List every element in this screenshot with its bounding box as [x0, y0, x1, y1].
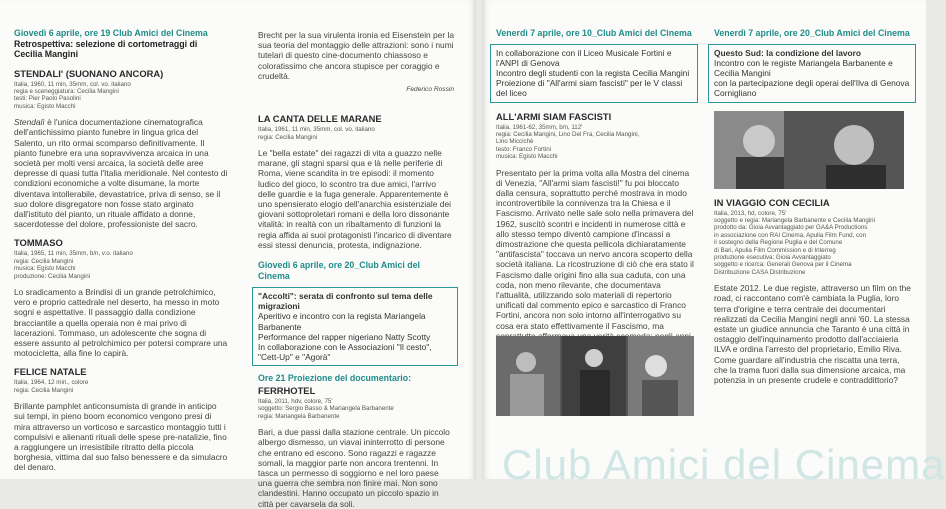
event-title-migrazioni: "Accolti": serata di confronto sul tema delle migrazioni	[258, 291, 433, 312]
event-line: In collaborazione con le Associazioni "Il cesto", "Cett-Up" e "Agorà"	[258, 342, 432, 363]
film-text-in-viaggio: Estate 2012. Le due registe, attraverso un film on the road, ci raccontano com'è cambiata la Puglia, loro terra d'origine e terra centrale dei documentari realizzati da Cecilia Mangini negli anni '60. La stessa estate un giudice annuncia che Taranto è una città in ostaggio dell'inquinamento prodotto dall'acciaieria ILVA e ordina l'arresto del proprietario, Emilio Riva. Come guardare all'industria che riscatta una terra, che la trama fuori dalla sua dimensione arcaica, ma potenzia in un presente crudele e contraddittorio?	[714, 283, 911, 385]
event-line: In collaborazione con il Liceo Musicale Fortini e l'ANPI di Genova	[496, 47, 672, 68]
text: è l'unica documentazione cinematografica dell'antichissimo pianto funebre in lingua grica del Salento, un rito ormai scomparso definitivamente. Il pianto funebre era una sopravvivenza arcaica in una società per molti versi arcaica, la società delle aree depresse di quasi tutta l'Italia meridionale. Nel contesto di condizioni economiche a volte disumane, la morte diventava intollerabile, devastatrice, priva di senso, se il suo dolore disgregatore non fosse stato arginato dall'istituto del pianto, un rituale affidato a donne, sacerdotesse del dolore, professioniste del sacro.	[14, 117, 228, 230]
event-line: con la partecipazione degli operai dell'Ilva di Genova Cornigliano	[714, 78, 910, 99]
film-title-canta-marane: LA CANTA DELLE MARANE	[258, 113, 382, 125]
photo-in-viaggio	[714, 111, 904, 189]
event-header-2: Giovedì 6 aprile, ore 20_Club Amici del Cinema	[258, 260, 420, 281]
right-column-1	[496, 28, 694, 351]
film-title-in-viaggio: IN VIAGGIO CON CECILIA	[714, 196, 830, 208]
film-title-felice-natale: FELICE NATALE	[14, 366, 87, 378]
event-header-5: Venerdì 7 aprile, ore 20_Club Amici del Cinema	[714, 28, 910, 38]
event-header-1: Giovedì 6 aprile, ore 19 Club Amici del Cinema	[14, 28, 208, 38]
photo-strip-allarmi	[496, 336, 694, 416]
event-header-4: Venerdì 7 aprile, ore 10_Club Amici del Cinema	[496, 28, 692, 38]
event-box-questo-sud	[708, 44, 916, 103]
photo-in-viaggio-image	[714, 111, 904, 189]
event-line: Incontro con le registe Mariangela Barbanente e Cecilia Mangini	[714, 57, 893, 78]
film-credits-felice-natale: Italia, 1964, 12 min., colore regia: Cecilia Mangini	[14, 379, 89, 394]
event-header-3: Ore 21 Proiezione del documentario:	[258, 373, 412, 384]
film-text-stendali	[14, 117, 228, 229]
film-credits-tommaso: Italia, 1965, 11 min, 35mm, b/n, v.o. italiano regia: Cecilia Mangini musica: Egisto Macchi produzione: Cecilia Mangini	[14, 250, 133, 280]
right-page	[482, 0, 946, 488]
film-credits-ferrhotel: Italia, 2011, hdv, colore, 75' soggetto: Sergio Basso & Mariangela Barbanente regia: Mariangela Barbanente	[258, 397, 394, 420]
event-line: Proiezione di "All'armi siam fascisti" per le V classi del liceo	[496, 78, 683, 99]
event-box-liceo	[490, 44, 698, 103]
event-line: Performance del rapper nigeriano Natty Scotty	[258, 331, 431, 342]
film-text-ferrhotel: Bari, a due passi dalla stazione centrale. Un piccolo albergo dismesso, un viavai ininterrotto di persone che entrano ed escono. Sono ragazzi e ragazze somali, la maggior parte non ancora trentenni. In tasca un permesso di soggiorno e nel loro paese una guerra che sembra non finire mai. Non sono clandestini. Hanno occupato un piccolo spazio in città per cavarsela da soli.	[258, 427, 450, 509]
film-credits-canta-marane: Italia, 1961, 11 min, 35mm, col. vo. italiano regia: Cecilia Mangini	[258, 126, 375, 141]
event-line: Incontro degli studenti con la regista Cecilia Mangini	[496, 67, 690, 78]
film-text-felice-natale: Brillante pamphlet anticonsumista di grande in anticipo sui tempi, in pieno boom economico vengono presi di mira attraverso un vorticoso e sarcastico montaggio tutti i compulsivi e alienanti rituali delle spese pre-natalizie, fino a raggiungere un irresistibile ritratto della piccola borghesia, vittima dal suo falso benessere e da simulacro del denaro.	[14, 401, 228, 473]
film-text-allarmi: Presentato per la prima volta alla Mostra del cinema di Venezia, "All'armi siam fascisti!" fu poi bloccato dalla censura, soprattutto perché mostrava in modo incontrovertibile la connivenza tra la Chiesa e il Fascismo. Arrivato nelle sale solo nella primavera del 1962, suscitò scontri e incidenti in numerose città e allo stesso tempo diventò campione d'incassi a dimostrazione che questa pellicola dichiaratamente "antifascista" toccava un nervo ancora scoperto della società italiana. La ricostruzione di ciò che era stato il Fascismo dalle origini fino alla sua caduta, con una coda, non meno rilevante, che documentava l'attualità, utilizzando solo materiali di repertorio unificati dal commento epico e sarcastico di Franco Fortini, ancora non solo intorno all'interrogativo su cosa era stato effettivamente il Fascismo, ma	[496, 167, 694, 331]
photo-strip-image	[496, 336, 694, 416]
right-column-2	[714, 28, 912, 385]
event-subheader-1: Retrospettiva: selezione di cortometraggi di Cecilia Mangini	[14, 38, 198, 59]
film-title-ferrhotel: FERRHOTEL	[258, 384, 316, 396]
film-text-tommaso: Lo sradicamento a Brindisi di un grande petrolchimico, vero e proprio cattedrale nel deserto, ha messo in moto sogni e aspettative. Il passaggio dalla condizione bracciantile a quella operaia non è mai privo di lacerazioni. Tommaso, un adolescente che sogna di essere assunto al petrolchimico per potersi comprare una motocicletta, alla fine lo capirà.	[14, 286, 228, 359]
event-box-migrazioni	[252, 287, 458, 366]
film-credits-in-viaggio: Italia, 2013, hd, colore, 75' soggetto e regia: Mariangela Barbanente e Cecilia Mangini prodotto da: Gioia Avvantaggiato per GA&A Productions in associazione con RAI Cinema, Apulia Film Fund, con il sostegno della Regione Puglia e del Comune di Bari, Apulia Film Commission e di Interreg produzione esecutiva: Gioia Avvantaggiato soggetto e ricerca: Generali Genova per il Cinema Distribuzione CASA Distribuzione	[714, 209, 875, 276]
film-title-allarmi: ALL'ARMI SIAM FASCISTI	[496, 110, 612, 122]
quote-signature: Federico Rossin	[406, 86, 454, 94]
film-title-stendali: STENDALI' (SUONANO ANCORA)	[14, 67, 164, 79]
film-text-canta-marane: Le "bella estate" dei ragazzi di vita a guazzo nelle marane, gli stagni sparsi qua e là nelle periferie di Roma, viene scandita in tre episodi: il momento ludico del gioco, lo scontro tra due amici, l'arrivo delle guardie e la fuga generale. Apparentemente è uno spensierato elogio dell'anarchia esistenziale dei giovani sottoproletari romani e della loro dissonante vitalità: in realtà con un ribaltamento di funzioni la regia affida ai suoi protagonisti l'incarico di diventare essi stessi denuncia, protesta, indignazione.	[258, 148, 452, 250]
italic-lead: Stendalì	[14, 117, 45, 128]
left-column-2	[258, 30, 454, 509]
film-credits-stendali: Italia, 1960, 11 min, 35mm, col. vo. italiano regia e sceneggiatura: Cecilia Mangini testi: Pier Paolo Pasolini musica: Egisto Macchi	[14, 80, 131, 110]
event-line: Aperitivo e incontro con la regista Mariangela Barbanente	[258, 311, 426, 332]
event-title-questo-sud: Questo Sud: la condizione del lavoro	[714, 47, 862, 58]
film-credits-allarmi: Italia, 1961-62, 35mm, b/n, 112' regia: Cecilia Mangini, Lino Del Fra, Cecilia Mangini, Lino Miccichè testo: Franco Fortini musica: Egisto Macchi	[496, 123, 640, 161]
left-column-1	[14, 28, 228, 473]
watermark-club: Club Amici del Cinema	[502, 441, 946, 488]
film-title-tommaso: TOMMASO	[14, 237, 63, 249]
quote-tail: Brecht per la sua virulenta ironia ed Eisenstein per la sua teoria del montaggio delle attrazioni: sono i numi tutelari di questo cine-documento chiassoso e coloratissimo che ancora stupisce per coraggio e crudeltà.	[258, 30, 454, 81]
